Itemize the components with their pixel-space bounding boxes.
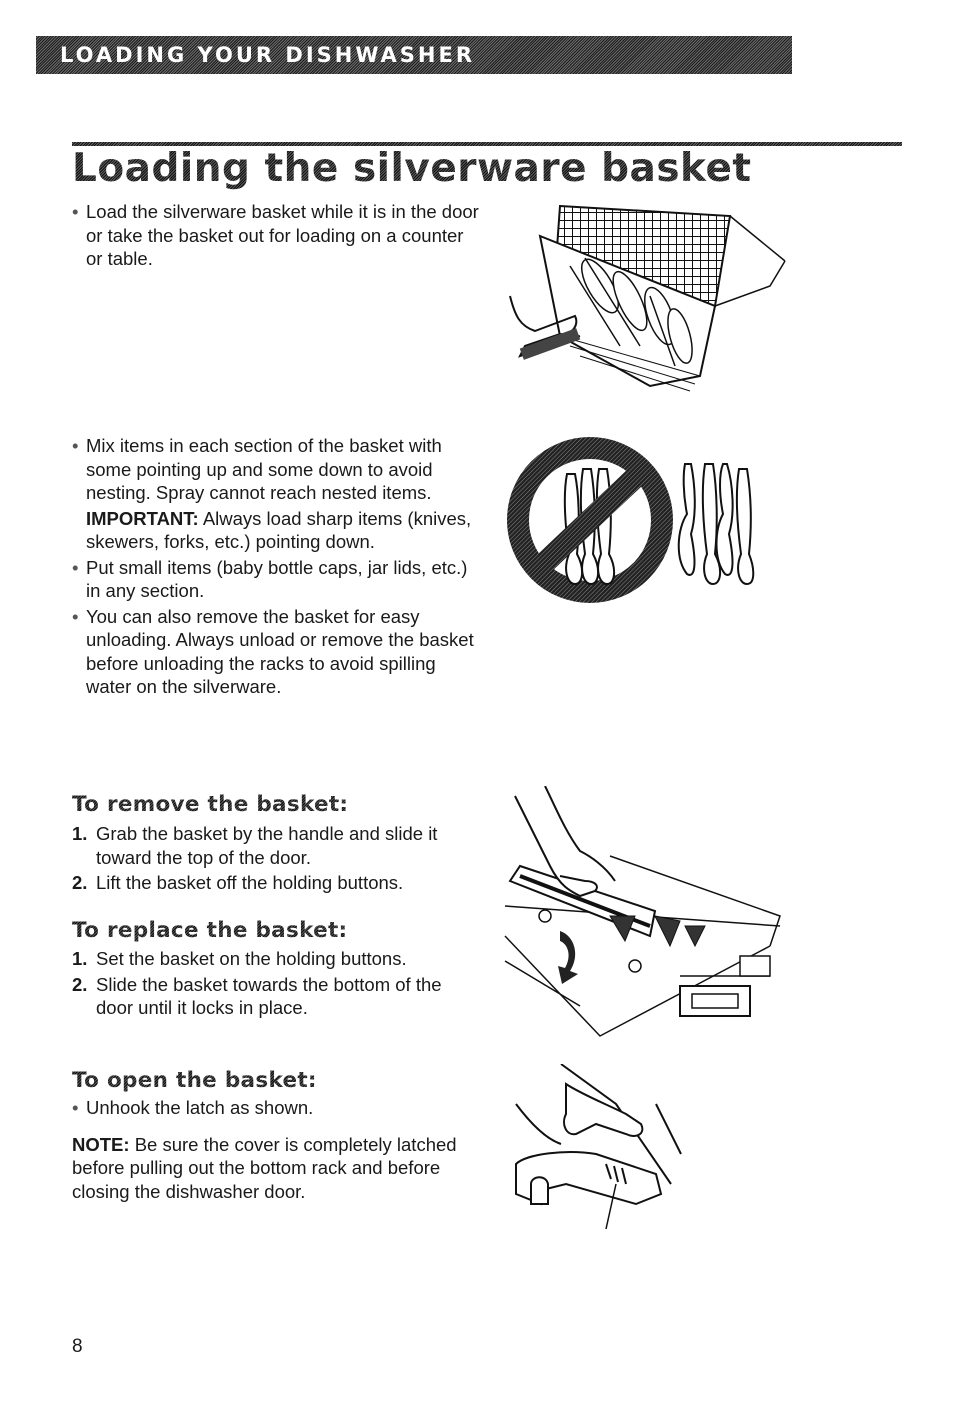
remove-step-2-num: 2.	[72, 872, 88, 893]
page-title: Loading the silverware basket	[72, 146, 752, 191]
remove-step-1-text: Grab the basket by the handle and slide it toward the top of the door.	[96, 823, 438, 868]
mixing-bullet-1: • Mix items in each section of the basket with some pointing up and some down to avoid nesting. Spray cannot reach nested items.	[72, 434, 482, 505]
open-latch-illustration	[506, 1064, 686, 1234]
replace-heading: To replace the basket:	[72, 918, 348, 943]
remove-step-2-text: Lift the basket off the holding buttons.	[96, 872, 404, 893]
page-number: 8	[72, 1336, 83, 1357]
important-label: IMPORTANT:	[86, 507, 199, 529]
remove-step-1-num: 1.	[72, 823, 88, 844]
open-section	[72, 1096, 482, 1203]
open-heading: To open the basket:	[72, 1068, 317, 1093]
replace-steps	[72, 947, 482, 1020]
replace-step-1	[72, 947, 482, 971]
replace-step-2	[72, 973, 482, 1020]
mixing-bullet-3: • You can also remove the basket for easy unloading. Always unload or remove the basket before unloading the racks to avoid spilling water on the silverware.	[72, 605, 482, 699]
section-title: LOADING YOUR DISHWASHER	[60, 43, 476, 67]
replace-step-1-text: Set the basket on the holding buttons.	[96, 948, 407, 969]
remove-basket-illustration	[500, 786, 790, 1046]
important-text: Always load sharp items (knives, skewers, forks, etc.) pointing down.	[86, 507, 472, 552]
remove-heading: To remove the basket:	[72, 792, 349, 817]
remove-step-2	[72, 871, 482, 895]
mixing-section	[72, 434, 482, 699]
remove-step-1	[72, 822, 482, 869]
replace-step-1-num: 1.	[72, 948, 88, 969]
section-banner	[36, 36, 792, 74]
remove-steps	[72, 822, 482, 895]
no-nesting-icon	[505, 434, 755, 609]
replace-step-2-text: Slide the basket towards the bottom of the door until it locks in place.	[96, 973, 442, 1018]
mixing-bullet-2: • Put small items (baby bottle caps, jar lids, etc.) in any section.	[72, 556, 482, 603]
note-label: NOTE:	[72, 1133, 130, 1155]
open-note	[72, 1133, 482, 1204]
important-note	[86, 507, 482, 554]
open-bullet: • Unhook the latch as shown.	[72, 1096, 482, 1120]
replace-step-2-num: 2.	[72, 973, 88, 995]
silverware-basket-illustration	[500, 196, 800, 396]
intro-bullet: • Load the silverware basket while it is in the door or take the basket out for loading on a counter or table.	[72, 200, 482, 271]
intro-section	[72, 200, 482, 271]
note-text: Be sure the cover is completely latched before pulling out the bottom rack and before closing the dishwasher door.	[72, 1133, 457, 1202]
